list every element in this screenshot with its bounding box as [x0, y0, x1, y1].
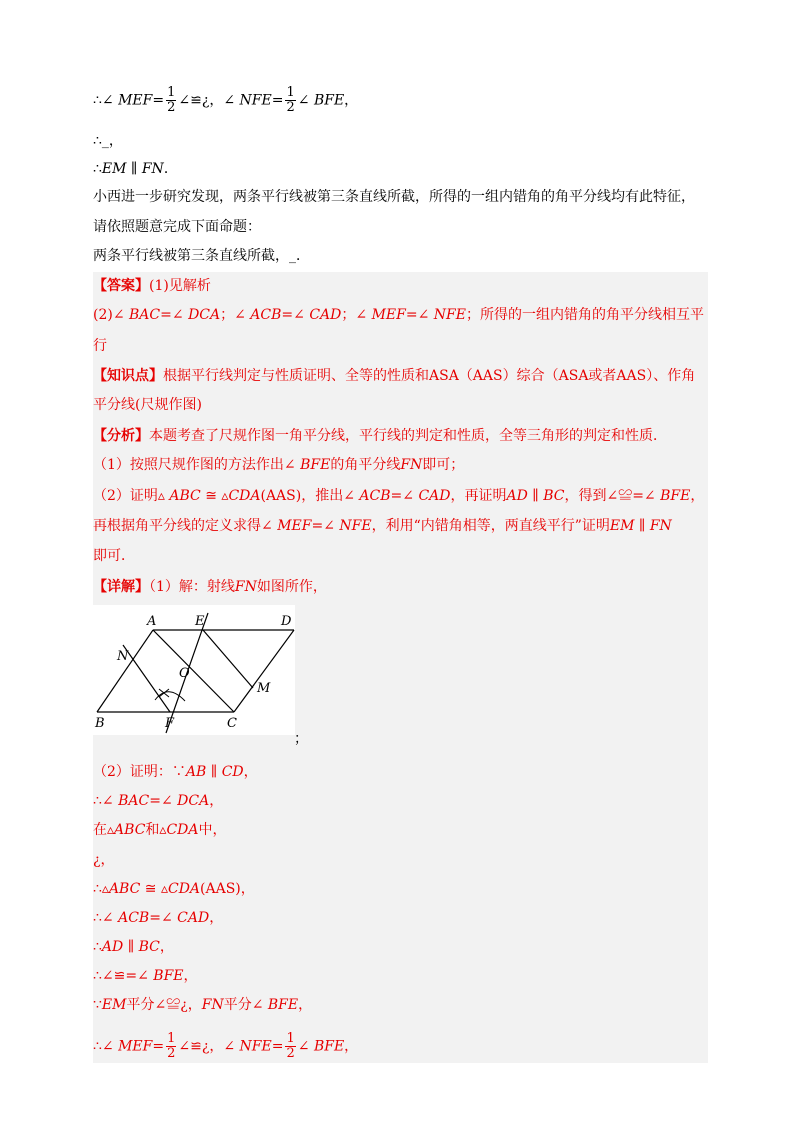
proof-line-9	[93, 995, 312, 1015]
text: FN	[400, 457, 423, 473]
proof-line-5	[93, 879, 255, 899]
text: ∵	[93, 997, 102, 1013]
label-O: O	[179, 666, 190, 681]
text: NFE	[433, 307, 466, 323]
text: FN	[234, 579, 257, 595]
text: DCA	[177, 793, 210, 809]
text: ∠≌¿，∠	[178, 92, 240, 109]
label-B: B	[95, 716, 105, 731]
text: BFE	[313, 1038, 345, 1055]
text: ，利用“内错角相等，两直线平行”证明	[371, 518, 610, 534]
numerator: 1	[286, 1031, 295, 1046]
denominator: 2	[286, 1046, 295, 1061]
proof-line-8	[93, 966, 198, 986]
text: ，	[243, 764, 258, 780]
text: BFE	[300, 457, 331, 473]
fraction	[285, 1032, 295, 1061]
answer-line-2	[93, 305, 704, 325]
text: =	[152, 1038, 165, 1055]
text: ，	[209, 793, 224, 809]
text: CAD	[418, 488, 451, 504]
analysis-line-1	[93, 426, 667, 446]
text: 在▵	[93, 822, 115, 838]
text: 和▵	[145, 822, 167, 838]
denominator: 2	[167, 1046, 176, 1061]
analysis-line-3	[93, 486, 704, 506]
text: =∠	[405, 307, 434, 323]
text: BFE	[313, 92, 345, 109]
numerator: 1	[286, 85, 295, 100]
text: =∠	[149, 793, 178, 809]
text: NFE	[239, 1038, 272, 1055]
answer-line-3: 行	[93, 338, 107, 354]
text: （1）解：射线	[149, 579, 235, 595]
text: ，	[209, 910, 224, 926]
text: CDA	[166, 822, 199, 838]
text: 如图所作，	[256, 579, 327, 595]
analysis-tag: 【分析】	[93, 428, 149, 444]
text: ∠	[297, 92, 314, 109]
label-F: F	[165, 716, 175, 731]
analysis-line-4	[93, 516, 672, 536]
text: =∠	[149, 910, 178, 926]
detail-line-1	[93, 577, 327, 597]
text: ∴∠	[93, 910, 119, 926]
text: ACB	[359, 488, 391, 504]
text: AD ∥ BC	[506, 488, 565, 504]
text: (1)见解析	[149, 278, 211, 294]
text: ，再证明	[450, 488, 507, 504]
text: ∴∠	[93, 1038, 119, 1055]
text: =∠	[311, 518, 340, 534]
text: ≅ ▵	[140, 881, 168, 897]
text: (AAS)，	[200, 881, 255, 897]
denominator: 2	[167, 100, 176, 115]
text: BFE	[660, 488, 691, 504]
text: =	[271, 1038, 284, 1055]
proof-line-1	[93, 762, 258, 782]
numerator: 1	[167, 1031, 176, 1046]
text: EM ∥ FN	[101, 161, 164, 177]
text: MEF	[277, 518, 312, 534]
text: MEF	[371, 307, 406, 323]
proof-line-3	[93, 820, 226, 840]
text: 根据平行线判定与性质证明、全等的性质和ASA（AAS）综合（ASA或者AAS）、作角	[163, 368, 696, 384]
geometry-figure	[93, 605, 295, 735]
text: DCA	[188, 307, 221, 323]
answer-tag: 【答案】	[93, 278, 149, 294]
text: ∴	[93, 939, 102, 955]
text: 平分∠≌¿，	[126, 997, 202, 1013]
text: (AAS)，推出∠	[260, 488, 360, 504]
text: NFE	[339, 518, 372, 534]
fraction	[285, 86, 295, 115]
text: ∠≌¿，∠	[178, 1038, 240, 1055]
text: ，得到∠≌=∠	[564, 488, 661, 504]
text: =∠	[160, 307, 189, 323]
text: EM ∥ FN	[609, 518, 672, 534]
text: （2）证明：∵	[93, 764, 186, 780]
fraction	[166, 1032, 176, 1061]
text: CAD	[309, 307, 342, 323]
label-A: A	[147, 614, 157, 629]
analysis-line-2	[93, 455, 464, 475]
label-N: N	[117, 649, 129, 664]
label-E: E	[195, 614, 205, 629]
proof-line-6	[93, 908, 223, 928]
text: 中，	[198, 822, 227, 838]
text: ∴	[93, 161, 102, 177]
proof-line-4: ¿，	[93, 852, 115, 868]
text: （2）证明▵	[93, 488, 170, 504]
text: ，	[344, 92, 359, 109]
text: ；所得的一组内错角的角平分线相互平	[465, 307, 704, 323]
analysis-line-5: 即可．	[93, 548, 135, 564]
text: BFE	[153, 968, 184, 984]
text: ，	[690, 488, 705, 504]
text: ∠	[297, 1038, 314, 1055]
text: 平分∠	[223, 997, 268, 1013]
text: （1）按照尺规作图的方法作出∠	[93, 457, 301, 473]
text: ，	[159, 939, 174, 955]
text: NFE	[239, 92, 272, 109]
text: ∴∠	[93, 793, 119, 809]
text: CDA	[167, 881, 201, 897]
text: BFE	[267, 997, 299, 1013]
text: =	[152, 92, 165, 109]
top-line-1	[93, 86, 358, 115]
knowledge-line-1	[93, 366, 695, 386]
text: ；∠	[220, 307, 251, 323]
text: ∴∠	[93, 92, 119, 109]
knowledge-line-2: 平分线(尺规作图)	[93, 397, 202, 413]
proof-line-2	[93, 791, 223, 811]
top-line-6: 两条平行线被第三条直线所截，_．	[93, 248, 310, 264]
denominator: 2	[286, 100, 295, 115]
text: ，	[183, 968, 198, 984]
proof-line-7	[93, 937, 174, 957]
text: (2)∠	[93, 307, 130, 323]
text: BAC	[129, 307, 161, 323]
top-line-4: 小西进一步研究发现，两条平行线被第三条直线所截，所得的一组内错角的角平分线均有此特征，	[93, 189, 695, 205]
top-line-2: ∴_，	[93, 133, 123, 149]
text: ABC	[108, 881, 141, 897]
text: ．	[163, 161, 178, 177]
label-C: C	[227, 716, 237, 731]
fraction	[166, 86, 176, 115]
text: MEF	[118, 92, 153, 109]
text: ，	[298, 997, 313, 1013]
answer-line-1	[93, 276, 211, 296]
text: ∴∠≌=∠	[93, 968, 154, 984]
text: FN	[201, 997, 224, 1013]
proof-line-10	[93, 1032, 358, 1061]
text: ACB	[118, 910, 150, 926]
text: ∴▵	[93, 881, 109, 897]
text: BAC	[118, 793, 150, 809]
text: =∠	[281, 307, 310, 323]
text: 本题考查了尺规作图一角平分线，平行线的判定和性质，全等三角形的判定和性质．	[149, 428, 667, 444]
text: 即可；	[422, 457, 465, 473]
text: CAD	[177, 910, 210, 926]
text: MEF	[118, 1038, 153, 1055]
text: ，	[344, 1038, 359, 1055]
text: CDA	[228, 488, 261, 504]
text: ≅ ▵	[200, 488, 229, 504]
text: EM	[101, 997, 127, 1013]
top-line-3	[93, 159, 178, 179]
text: ABC	[169, 488, 201, 504]
label-D: D	[281, 614, 292, 629]
text: 的角平分线	[330, 457, 401, 473]
top-line-5: 请依照题意完成下面命题：	[93, 219, 261, 235]
text: AD ∥ BC	[101, 939, 160, 955]
text: AB ∥ CD	[185, 764, 244, 780]
text: ；∠	[341, 307, 372, 323]
text: =	[271, 92, 284, 109]
text: 再根据角平分线的定义求得∠	[93, 518, 278, 534]
knowledge-tag: 【知识点】	[93, 368, 163, 384]
text: ACB	[250, 307, 282, 323]
text: ABC	[114, 822, 146, 838]
detail-tag: 【详解】	[93, 579, 149, 595]
text: =∠	[390, 488, 419, 504]
figure-trailing-semicolon: ；	[294, 731, 308, 747]
numerator: 1	[167, 85, 176, 100]
label-M: M	[257, 681, 271, 696]
